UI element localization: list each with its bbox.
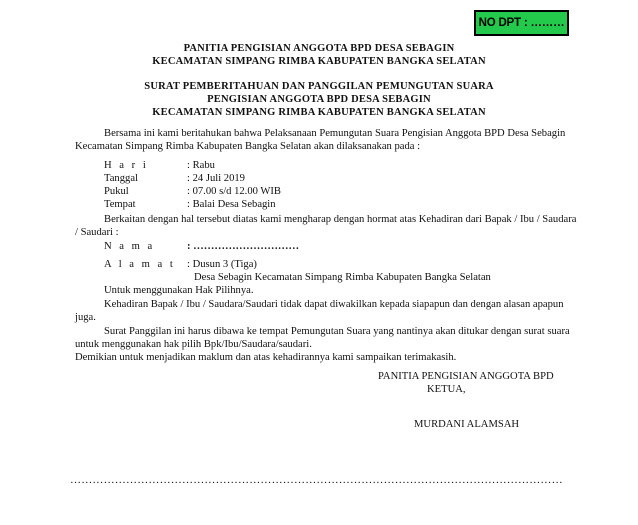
letter-title-line2: PENGISIAN ANGGOTA BPD DESA SEBAGIN <box>207 94 431 105</box>
schedule-label-date: Tanggal <box>104 173 138 184</box>
letter-title-line3: KECAMATAN SIMPANG RIMBA KABUPATEN BANGKA SELATAN <box>152 107 486 118</box>
schedule-value-time: : 07.00 s/d 12.00 WIB <box>187 186 281 197</box>
dpt-label: NO DPT : ……… <box>478 17 565 29</box>
schedule-label-time: Pukul <box>104 186 129 197</box>
org-name-line2: KECAMATAN SIMPANG RIMBA KABUPATEN BANGKA SELATAN <box>152 56 486 67</box>
org-name-line1: PANITIA PENGISIAN ANGGOTA BPD DESA SEBAGIN <box>183 43 455 54</box>
schedule-value-day: : Rabu <box>187 160 215 171</box>
signature-org: PANITIA PENGISIAN ANGGOTA BPD <box>378 371 554 382</box>
signature-role: KETUA, <box>427 384 466 395</box>
dpt-number-box <box>474 10 569 36</box>
schedule-label-day: H a r i <box>104 160 149 171</box>
nama-label: N a m a <box>104 241 155 252</box>
alamat-label: A l a m a t <box>104 259 176 270</box>
intro-line1: Bersama ini kami beritahukan bahwa Pelaksanaan Pemungutan Suara Pengisian Anggota BPD Desa Sebagin <box>104 128 566 139</box>
signature-name: MURDANI ALAMSAH <box>414 419 520 430</box>
note-line4: Surat Panggilan ini harus dibawa ke tempat Pemungutan Suara yang nantinya akan ditukar dengan surat suara <box>104 326 570 337</box>
note-line6: Demikian untuk menjadikan maklum dan atas kehadirannya kami sampaikan terimakasih. <box>75 352 457 363</box>
cut-line: …………………………………………………………………………………………………………………… <box>70 474 563 486</box>
request-line1: Berkaitan dengan hal tersebut diatas kami mengharap dengan hormat atas Kehadiran dari Bapak / Ibu / Saudara <box>104 214 577 225</box>
note-line5: untuk menggunakan hak pilih Bpk/Ibu/Saudara/saudari. <box>75 339 312 350</box>
note-line2: Kehadiran Bapak / Ibu / Saudara/Saudari tidak dapat diwakilkan kepada siapapun dan dengan alasan apapun <box>104 299 564 310</box>
schedule-value-place: : Balai Desa Sebagin <box>187 199 276 210</box>
alamat-value-line1: : Dusun 3 (Tiga) <box>187 259 257 270</box>
request-line2: / Saudari : <box>75 227 119 238</box>
note-line1: Untuk menggunakan Hak Pilihnya. <box>104 285 254 296</box>
letter-title-line1: SURAT PEMBERITAHUAN DAN PANGGILAN PEMUNGUTAN SUARA <box>144 81 494 92</box>
note-line3: juga. <box>75 312 96 323</box>
schedule-label-place: Tempat <box>104 199 136 210</box>
nama-value: : ………………………… <box>187 241 300 252</box>
intro-line2: Kecamatan Simpang Rimba Kabupaten Bangka Selatan akan dilaksanakan pada : <box>75 141 421 152</box>
schedule-value-date: : 24 Juli 2019 <box>187 173 245 184</box>
alamat-value-line2: Desa Sebagin Kecamatan Simpang Rimba Kabupaten Bangka Selatan <box>194 272 491 283</box>
